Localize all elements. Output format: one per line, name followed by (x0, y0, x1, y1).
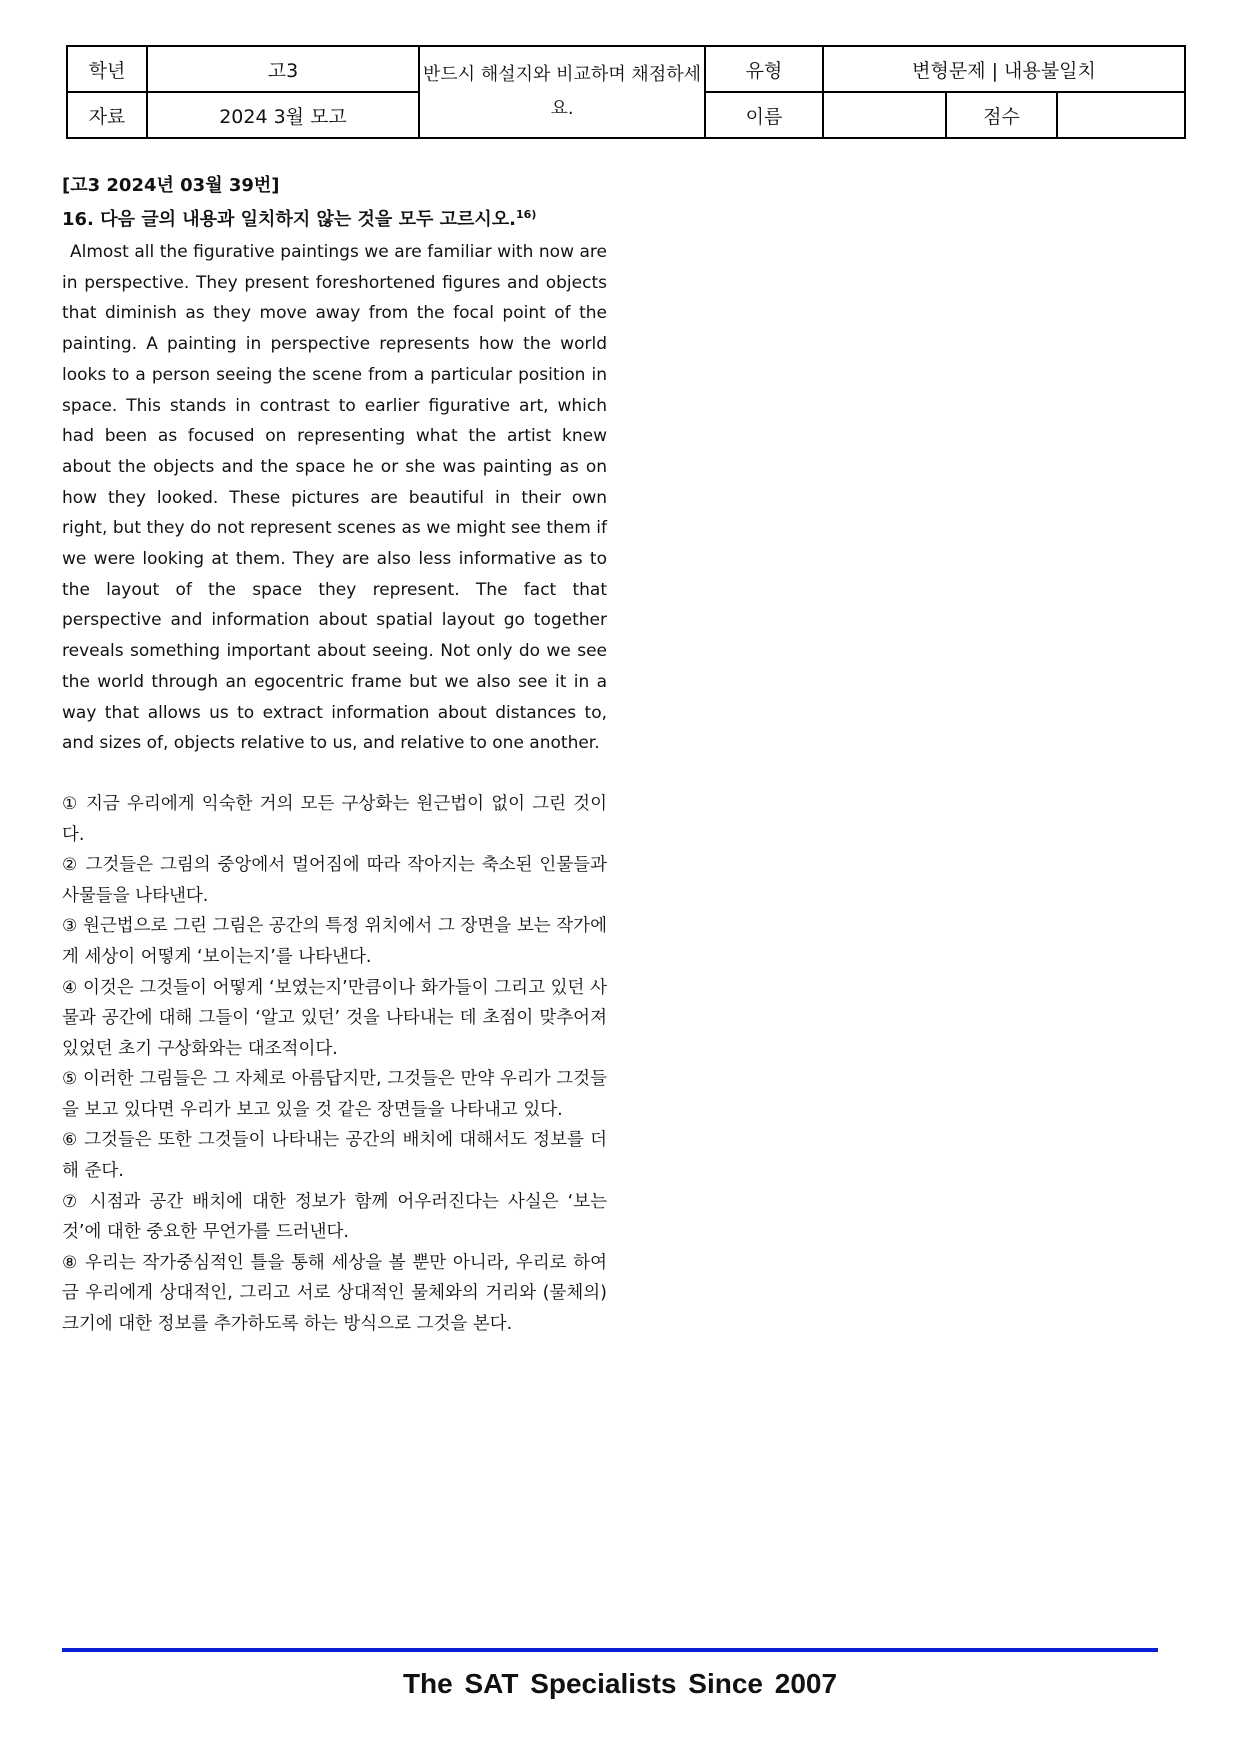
choice-text: 그것들은 또한 그것들이 나타내는 공간의 배치에 대해서도 정보를 더해 준다. (62, 1130, 607, 1182)
choice-number: ⑥ (62, 1130, 78, 1151)
choice-number: ④ (62, 977, 78, 998)
footer-text: The SAT Specialists Since 2007 (402, 1668, 838, 1699)
name-field[interactable] (823, 92, 946, 138)
question-source: [고3 2024년 03월 39번] (62, 175, 280, 196)
grade-value: 고3 (147, 46, 419, 92)
question-block (62, 172, 607, 1340)
type-value: 변형문제 | 내용불일치 (823, 46, 1185, 92)
choice-item[interactable] (62, 1187, 607, 1248)
footnote-ref: 16) (516, 208, 537, 221)
passage-text: Almost all the figurative paintings we are familiar with now are in perspective. They present foreshortened figures and objects that diminish as they move away from the focal point of the painting. A painting in perspective represents how the world looks to a person seeing the scene from a particular position in space. This stands in contrast to earlier figurative art, which had been as focused on representing what the artist knew about the objects and the space he or she was painting as on how they looked. These pictures are beautiful in their own right, but they do not represent scenes as we might see them if we were looking at them. They are also less informative as to the layout of the space they represent. The fact that perspective and information about spatial layout go together reveals something important about seeing. Not only do we see the world through an egocentric frame but we also see it in a way that allows us to extract information about distances to, and sizes of, objects relative to us, and relative to one another. (62, 242, 607, 754)
choice-text: 원근법으로 그린 그림은 공간의 특정 위치에서 그 장면을 보는 작가에게 세상이 어떻게 ‘보이는지’를 나타낸다. (62, 916, 607, 967)
choice-item[interactable] (62, 911, 607, 972)
choice-item[interactable] (62, 1125, 607, 1186)
choice-item[interactable] (62, 1064, 607, 1125)
type-label: 유형 (705, 46, 823, 92)
choice-text: 지금 우리에게 익숙한 거의 모든 구상화는 원근법이 없이 그린 것이다. (62, 793, 607, 845)
footer-divider (62, 1648, 1158, 1652)
choice-text: 우리는 작가중심적인 틀을 통해 세상을 볼 뿐만 아니라, 우리로 하여금 우리에게 상대적인, 그리고 서로 상대적인 물체와의 거리와 (물체의) 크기에 대한 정보를 추가하도록 하는 방식으로 그것을 본다. (62, 1252, 607, 1335)
choice-text: 그것들은 그림의 중앙에서 멀어짐에 따라 작아지는 축소된 인물들과 사물들을 나타낸다. (62, 855, 607, 906)
choice-text: 이것은 그것들이 어떻게 ‘보였는지’만큼이나 화가들이 그리고 있던 사물과 공간에 대해 그들이 ‘알고 있던’ 것을 나타내는 데 초점이 맞추어져 있었던 초기 구상화와는 대조적이다. (62, 977, 607, 1059)
header-table (66, 45, 1186, 139)
choice-item[interactable] (62, 1248, 607, 1340)
choice-item[interactable] (62, 973, 607, 1065)
choice-number: ⑦ (62, 1191, 81, 1212)
score-label: 점수 (946, 92, 1057, 138)
question-stem-text: 16. 다음 글의 내용과 일치하지 않는 것을 모두 고르시오. (62, 209, 517, 230)
choice-list (62, 789, 607, 1340)
choice-text: 이러한 그림들은 그 자체로 아름답지만, 그것들은 만약 우리가 그것들을 보고 있다면 우리가 보고 있을 것 같은 장면들을 나타내고 있다. (62, 1069, 607, 1120)
choice-number: ② (62, 855, 79, 876)
question-stem (62, 200, 607, 235)
material-value: 2024 3월 모고 (147, 92, 419, 138)
grade-label: 학년 (67, 46, 147, 92)
choice-number: ⑤ (62, 1069, 78, 1090)
name-label: 이름 (705, 92, 823, 138)
choice-item[interactable] (62, 850, 607, 911)
material-label: 자료 (67, 92, 147, 138)
score-field[interactable] (1057, 92, 1185, 138)
choice-item[interactable] (62, 789, 607, 850)
grading-note: 반드시 해설지와 비교하며 채점하세요. (419, 46, 705, 138)
choice-number: ③ (62, 916, 78, 937)
choice-text: 시점과 공간 배치에 대한 정보가 함께 어우러진다는 사실은 ‘보는 것’에 대한 중요한 무언가를 드러낸다. (62, 1191, 607, 1243)
choice-number: ⑧ (62, 1252, 79, 1273)
choice-number: ① (62, 793, 79, 814)
